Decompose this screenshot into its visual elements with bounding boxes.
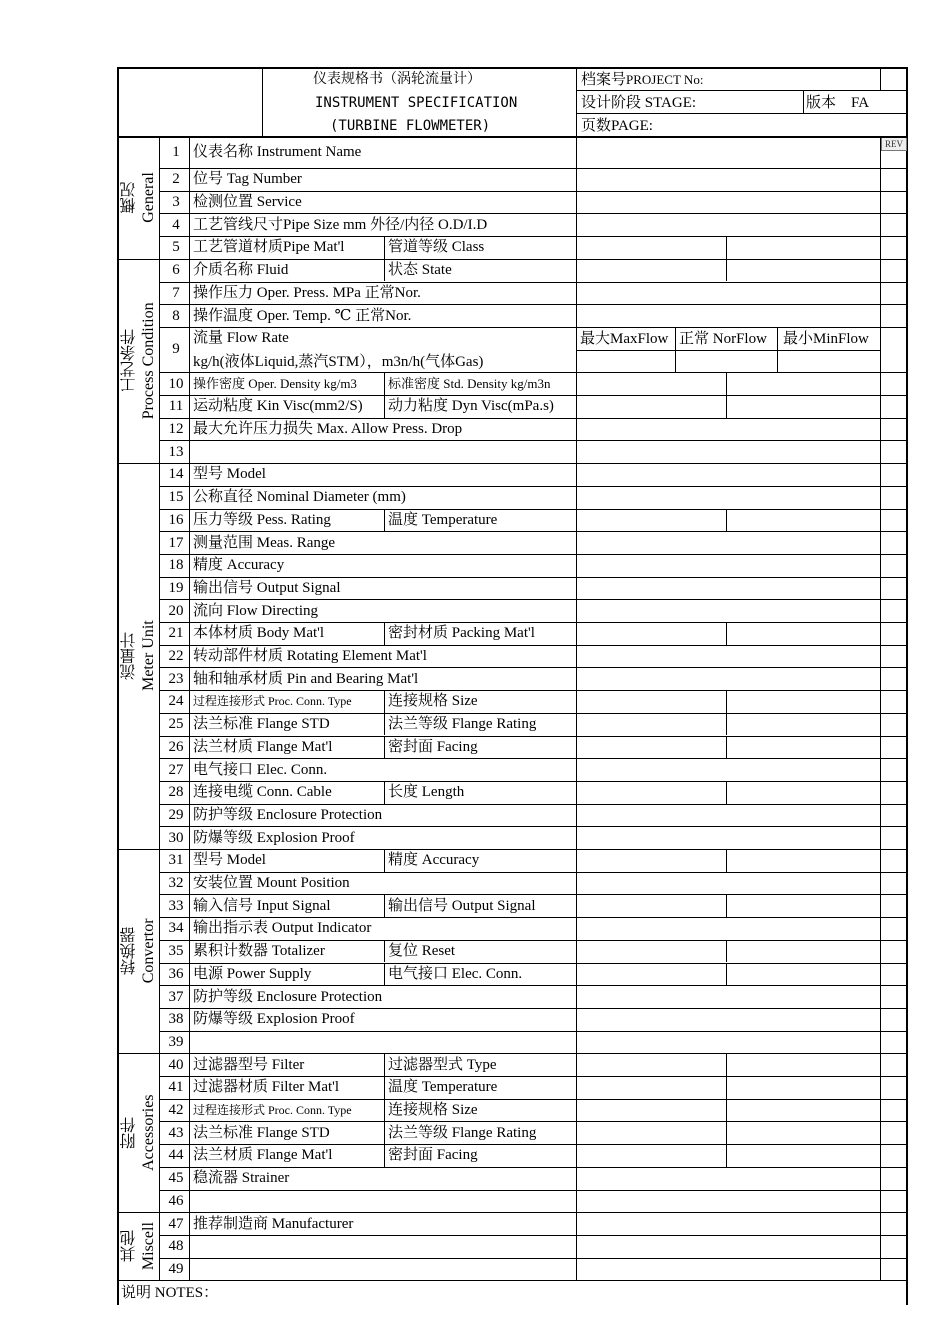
section-label-en: Process Condition xyxy=(140,302,157,420)
col-line-section xyxy=(159,136,160,1280)
value-sub-col-line xyxy=(726,894,727,917)
row-number: 27 xyxy=(168,761,184,778)
sub-col-line xyxy=(384,622,385,645)
row-divider xyxy=(159,509,908,510)
row-divider xyxy=(159,781,908,782)
row-number: 42 xyxy=(168,1102,184,1119)
value-sub-col-line xyxy=(726,1053,727,1076)
row-divider xyxy=(159,1190,908,1191)
row-divider xyxy=(159,1167,908,1168)
flow-mid-line xyxy=(576,350,880,351)
row-number: 5 xyxy=(172,239,180,256)
row-label: 型号 Model xyxy=(193,852,266,869)
row-number: 17 xyxy=(168,534,184,551)
sub-col-line xyxy=(384,894,385,917)
row-divider xyxy=(159,327,908,328)
row-divider xyxy=(159,418,908,419)
stage-label: 设计阶段 STAGE: xyxy=(581,95,697,111)
row-label: 安装位置 Mount Position xyxy=(193,875,350,892)
row-label: 轴和轴承材质 Pin and Bearing Mat'l xyxy=(193,670,419,687)
header-hline-1 xyxy=(576,90,908,91)
section-label-cn: 流量计 xyxy=(121,632,138,681)
row-number: 11 xyxy=(168,398,184,415)
row-number: 14 xyxy=(168,466,184,483)
row-label: 推荐制造商 Manufacturer xyxy=(193,1215,354,1232)
row-label: 法兰标准 Flange STD xyxy=(193,1124,330,1141)
value-sub-col-line xyxy=(726,690,727,713)
row-label: 连接电缆 Conn. Cable xyxy=(193,784,332,801)
row-label: 输入信号 Input Signal xyxy=(193,897,331,914)
row-label-secondary: 连接规格 Size xyxy=(388,1102,478,1119)
row-divider xyxy=(159,191,908,192)
value-sub-col-line xyxy=(726,395,727,418)
row-number: 31 xyxy=(168,852,184,869)
title-cn: 仪表规格书（涡轮流量计） xyxy=(313,71,481,87)
header-divider-1 xyxy=(262,67,263,136)
title-en-line1: INSTRUMENT SPECIFICATION xyxy=(315,95,518,111)
row-divider xyxy=(159,554,908,555)
row-label: 法兰材质 Flange Mat'l xyxy=(193,1147,333,1164)
sub-col-line xyxy=(384,736,385,759)
sub-col-line xyxy=(384,1053,385,1076)
row-divider xyxy=(159,645,908,646)
row-divider xyxy=(159,622,908,623)
row-number: 25 xyxy=(168,716,184,733)
sub-col-line xyxy=(384,713,385,736)
row-label-secondary: 精度 Accuracy xyxy=(388,852,480,869)
row-label: 防护等级 Enclosure Protection xyxy=(193,806,383,823)
row-label-secondary: 密封面 Facing xyxy=(388,738,478,755)
value-sub-col-line xyxy=(726,713,727,736)
row-number: 23 xyxy=(168,670,184,687)
section-label-cn: 其他 xyxy=(121,1230,138,1263)
row-label: 测量范围 Meas. Range xyxy=(193,534,336,551)
row-divider xyxy=(159,872,908,873)
row-label: 型号 Model xyxy=(193,466,266,483)
row-label: 精度 Accuracy xyxy=(193,557,285,574)
flow-unit-line: kg/h(液体Liquid,蒸汽STM），m3n/h(气体Gas) xyxy=(193,354,484,370)
row-number: 30 xyxy=(168,829,184,846)
row-label-secondary: 标准密度 Std. Density kg/m3n xyxy=(388,375,551,391)
row-label: 流量 Flow Rate xyxy=(193,329,289,346)
row-label: 公称直径 Nominal Diameter (mm) xyxy=(193,489,406,506)
row-divider xyxy=(159,259,908,260)
row-label: 防爆等级 Explosion Proof xyxy=(193,1011,355,1028)
row-label: 操作密度 Oper. Density kg/m3 xyxy=(193,375,357,391)
row-number: 20 xyxy=(168,602,184,619)
sub-col-line xyxy=(384,849,385,872)
row-divider xyxy=(159,1235,908,1236)
sub-col-line xyxy=(384,940,385,963)
row-label: 防爆等级 Explosion Proof xyxy=(193,829,355,846)
sub-col-line xyxy=(384,963,385,986)
row-divider xyxy=(159,282,908,283)
row-divider xyxy=(159,917,908,918)
row-number: 16 xyxy=(168,511,184,528)
row-divider xyxy=(159,213,908,214)
row-number: 39 xyxy=(168,1033,184,1050)
value-sub-col-line xyxy=(726,1121,727,1144)
row-label: 操作温度 Oper. Temp. ℃ 正常Nor. xyxy=(193,307,412,324)
row-number: 49 xyxy=(168,1260,184,1277)
row-divider xyxy=(159,599,908,600)
row-divider xyxy=(159,440,908,441)
section-label-cn: 工艺条件 xyxy=(121,328,138,393)
row-number: 44 xyxy=(168,1147,184,1164)
row-number: 1 xyxy=(172,144,180,160)
row-divider xyxy=(159,963,908,964)
row-divider xyxy=(159,463,908,464)
row-divider xyxy=(159,690,908,691)
section-label-en: Convertor xyxy=(140,918,157,984)
row-label: 法兰标准 Flange STD xyxy=(193,716,330,733)
row-divider xyxy=(159,372,908,373)
row-divider xyxy=(159,985,908,986)
row-label-secondary: 管道等级 Class xyxy=(388,239,485,256)
row-number: 24 xyxy=(168,693,184,710)
row-divider xyxy=(159,395,908,396)
row-label-secondary: 法兰等级 Flange Rating xyxy=(388,716,537,733)
max-flow-header: 最大MaxFlow xyxy=(580,331,669,347)
row-number: 48 xyxy=(168,1238,184,1255)
row-label: 过程连接形式 Proc. Conn. Type xyxy=(193,694,352,709)
rev-tag: REV xyxy=(881,137,907,151)
row-number: 34 xyxy=(168,920,184,937)
row-number: 13 xyxy=(168,443,184,460)
row-label-secondary: 温度 Temperature xyxy=(388,1079,498,1096)
row-label: 法兰材质 Flange Mat'l xyxy=(193,738,333,755)
value-sub-col-line xyxy=(726,1144,727,1167)
section-label-en: Miscell xyxy=(140,1222,157,1271)
row-number: 21 xyxy=(168,625,184,642)
min-flow-header: 最小MinFlow xyxy=(783,331,869,347)
value-sub-col-line xyxy=(726,940,727,963)
row-number: 29 xyxy=(168,806,184,823)
row-divider xyxy=(159,1121,908,1122)
col-line-value xyxy=(576,136,577,1280)
section-label xyxy=(120,1053,158,1212)
row-number: 47 xyxy=(168,1215,184,1232)
row-label-secondary: 温度 Temperature xyxy=(388,511,498,528)
table-bottom xyxy=(117,1280,908,1281)
row-label: 位号 Tag Number xyxy=(193,171,302,188)
value-sub-col-line xyxy=(726,781,727,804)
row-number: 8 xyxy=(172,307,180,324)
row-divider xyxy=(159,1076,908,1077)
sub-col-line xyxy=(384,509,385,532)
sub-col-line xyxy=(384,236,385,259)
title-en-line2: (TURBINE FLOWMETER) xyxy=(330,118,491,134)
row-number: 9 xyxy=(172,340,180,357)
header-divider-rev xyxy=(880,67,881,90)
row-label: 稳流器 Strainer xyxy=(193,1170,290,1187)
section-label xyxy=(120,463,158,849)
row-divider xyxy=(159,894,908,895)
section-label xyxy=(120,849,158,1053)
row-divider xyxy=(159,1212,908,1213)
row-number: 32 xyxy=(168,875,184,892)
row-divider xyxy=(159,758,908,759)
col-line-rev xyxy=(880,136,881,1280)
value-sub-col-line xyxy=(726,736,727,759)
row-number: 41 xyxy=(168,1079,184,1096)
col-line-number xyxy=(189,136,190,1280)
row-number: 45 xyxy=(168,1170,184,1187)
row-label-secondary: 状态 State xyxy=(388,262,452,279)
section-label xyxy=(120,136,158,259)
sub-col-line xyxy=(384,1121,385,1144)
row-label: 过程连接形式 Proc. Conn. Type xyxy=(193,1103,352,1118)
row-number: 28 xyxy=(168,784,184,801)
row-label: 输出信号 Output Signal xyxy=(193,579,341,596)
row-number: 7 xyxy=(172,284,180,301)
section-label xyxy=(120,259,158,463)
row-label: 仪表名称 Instrument Name xyxy=(193,144,362,160)
row-number: 6 xyxy=(172,262,180,279)
value-sub-col-line xyxy=(726,1076,727,1099)
row-number: 33 xyxy=(168,897,184,914)
row-number: 38 xyxy=(168,1011,184,1028)
sub-col-line xyxy=(384,372,385,395)
row-number: 15 xyxy=(168,489,184,506)
row-label-secondary: 密封材质 Packing Mat'l xyxy=(388,625,535,642)
row-divider xyxy=(159,236,908,237)
header-divider-2 xyxy=(576,67,577,136)
row-number: 10 xyxy=(168,375,184,392)
row-number: 3 xyxy=(172,194,180,211)
value-sub-col-line xyxy=(726,622,727,645)
row-divider xyxy=(159,736,908,737)
section-label-cn: 概况 xyxy=(121,181,138,214)
row-label: 检测位置 Service xyxy=(193,194,302,211)
notes-label: 说明 NOTES： xyxy=(121,1285,219,1301)
section-label-cn: 转换器 xyxy=(121,927,138,976)
sub-col-line xyxy=(384,1144,385,1167)
row-divider xyxy=(159,304,908,305)
row-label: 工艺管线尺寸Pipe Size mm 外径/内径 O.D/I.D xyxy=(193,216,488,233)
flow-col-line xyxy=(777,327,778,372)
row-number: 43 xyxy=(168,1124,184,1141)
header-version-divider xyxy=(803,90,804,113)
row-label: 过滤器材质 Filter Mat'l xyxy=(193,1079,340,1096)
row-number: 26 xyxy=(168,738,184,755)
row-label: 工艺管道材质Pipe Mat'l xyxy=(193,239,345,256)
row-label-secondary: 动力粘度 Dyn Visc(mPa.s) xyxy=(388,398,554,415)
value-sub-col-line xyxy=(726,259,727,282)
version-label: 版本 FA xyxy=(806,95,870,111)
row-label: 电气接口 Elec. Conn. xyxy=(193,761,328,778)
row-number: 18 xyxy=(168,557,184,574)
row-label: 操作压力 Oper. Press. MPa 正常Nor. xyxy=(193,284,421,301)
row-divider xyxy=(159,804,908,805)
row-divider xyxy=(159,1008,908,1009)
row-number: 37 xyxy=(168,988,184,1005)
row-divider xyxy=(159,168,908,169)
value-sub-col-line xyxy=(726,509,727,532)
row-label-secondary: 输出信号 Output Signal xyxy=(388,897,536,914)
value-sub-col-line xyxy=(726,963,727,986)
row-divider xyxy=(159,1053,908,1054)
row-divider xyxy=(159,486,908,487)
value-sub-col-line xyxy=(726,372,727,395)
page-label: 页数PAGE: xyxy=(581,118,653,134)
row-divider xyxy=(159,1099,908,1100)
row-divider xyxy=(159,667,908,668)
row-label: 过滤器型号 Filter xyxy=(193,1056,305,1073)
row-label: 累积计数器 Totalizer xyxy=(193,943,325,960)
sub-col-line xyxy=(384,1099,385,1122)
flow-col-line xyxy=(675,327,676,372)
row-label-secondary: 长度 Length xyxy=(388,784,465,801)
row-label: 压力等级 Pess. Rating xyxy=(193,511,331,528)
header-hline-2 xyxy=(576,113,908,114)
section-label-cn: 附件 xyxy=(121,1116,138,1149)
row-label: 运动粘度 Kin Visc(mm2/S) xyxy=(193,398,363,415)
row-number: 2 xyxy=(172,171,180,188)
sub-col-line xyxy=(384,781,385,804)
row-divider xyxy=(159,1258,908,1259)
row-number: 36 xyxy=(168,965,184,982)
row-number: 12 xyxy=(168,421,184,438)
row-number: 46 xyxy=(168,1192,184,1209)
row-label: 最大允许压力损失 Max. Allow Press. Drop xyxy=(193,421,463,438)
row-number: 35 xyxy=(168,943,184,960)
row-number: 19 xyxy=(168,579,184,596)
value-sub-col-line xyxy=(726,1099,727,1122)
row-divider xyxy=(159,940,908,941)
value-sub-col-line xyxy=(726,236,727,259)
row-number: 40 xyxy=(168,1056,184,1073)
row-label-secondary: 法兰等级 Flange Rating xyxy=(388,1124,537,1141)
row-label-secondary: 密封面 Facing xyxy=(388,1147,478,1164)
version-value: FA xyxy=(851,95,870,111)
project-no-label: 档案号PROJECT No: xyxy=(581,72,704,88)
value-sub-col-line xyxy=(726,849,727,872)
row-divider xyxy=(159,826,908,827)
section-label-en: Meter Unit xyxy=(140,620,157,692)
row-label: 防护等级 Enclosure Protection xyxy=(193,988,383,1005)
row-label: 电源 Power Supply xyxy=(193,965,312,982)
sub-col-line xyxy=(384,1076,385,1099)
section-label-en: Accessories xyxy=(140,1094,157,1171)
row-divider xyxy=(159,1144,908,1145)
row-divider xyxy=(159,713,908,714)
header-bottom xyxy=(117,136,908,138)
sub-col-line xyxy=(384,259,385,282)
sub-col-line xyxy=(384,395,385,418)
sub-col-line xyxy=(384,690,385,713)
row-label-secondary: 连接规格 Size xyxy=(388,693,478,710)
nor-flow-header: 正常 NorFlow xyxy=(679,331,767,347)
row-number: 22 xyxy=(168,648,184,665)
row-divider xyxy=(159,577,908,578)
row-divider xyxy=(159,531,908,532)
row-number: 4 xyxy=(172,216,180,233)
section-label xyxy=(120,1212,158,1280)
row-label: 介质名称 Fluid xyxy=(193,262,289,279)
row-label: 输出指示表 Output Indicator xyxy=(193,920,372,937)
row-label: 本体材质 Body Mat'l xyxy=(193,625,325,642)
row-label-secondary: 过滤器型式 Type xyxy=(388,1056,497,1073)
row-label-secondary: 电气接口 Elec. Conn. xyxy=(388,965,523,982)
row-label-secondary: 复位 Reset xyxy=(388,943,456,960)
section-label-en: General xyxy=(140,172,157,223)
row-divider xyxy=(159,849,908,850)
row-divider xyxy=(159,1031,908,1032)
row-label: 流向 Flow Directing xyxy=(193,602,318,619)
row-label: 转动部件材质 Rotating Element Mat'l xyxy=(193,648,427,665)
